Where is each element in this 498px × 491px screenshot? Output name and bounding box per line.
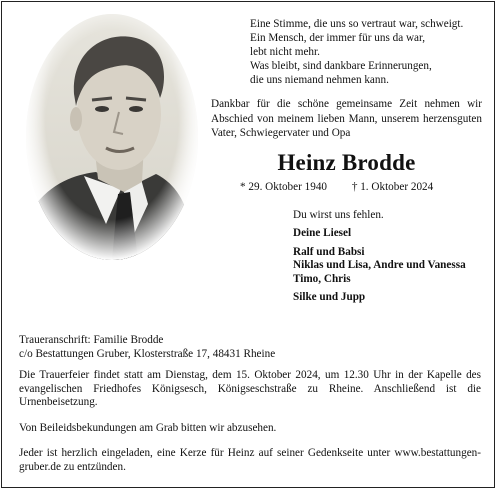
poem xyxy=(250,17,490,87)
poem-line: Ein Mensch, der immer für uns da war, xyxy=(250,32,426,44)
poem-line: Eine Stimme, die uns so vertraut war, schweigt. xyxy=(250,18,464,30)
mourner-line: Niklas und Lisa, Andre und Vanessa xyxy=(293,259,466,271)
poem-line: die uns niemand nehmen kann. xyxy=(250,74,389,86)
candle-text: Jeder ist herzlich eingeladen, eine Kerze für Heinz auf seiner Gedenkseite unter www.bestattungen-gruber.de zu entzünden. xyxy=(19,447,481,473)
birth-date: * 29. Oktober 1940 xyxy=(240,181,328,193)
mourner-group xyxy=(293,291,488,305)
poem-line: lebt nicht mehr. xyxy=(250,46,320,58)
ceremony-text: Die Trauerfeier findet statt am Dienstag, dem 15. Oktober 2024, um 12.30 Uhr in der Kapelle des evangelischen Friedhofes Königsesch, Königseschstraße zu Rheine. Anschließend ist die Urnenbeisetzung. xyxy=(19,369,481,408)
mourner-line: Deine Liesel xyxy=(293,227,352,239)
death-date: † 1. Oktober 2024 xyxy=(351,181,434,193)
mourning-address xyxy=(19,334,275,361)
deceased-name: Heinz Brodde xyxy=(277,150,416,175)
portrait-photo xyxy=(26,14,198,260)
life-dates xyxy=(240,181,455,193)
thanks-text: Dankbar für die schöne gemeinsame Zeit nehmen wir Abschied von meinem lieben Mann, unserem herzensguten Vater, Schwiegervater und Opa xyxy=(211,98,482,139)
address-line: Traueranschrift: Familie Brodde xyxy=(19,334,164,346)
mourner-group xyxy=(293,246,488,287)
mourners-list xyxy=(293,227,488,310)
mourner-line: Ralf und Babsi xyxy=(293,245,365,258)
condolence-text: Von Beileidsbekundungen am Grab bitten wir abzusehen. xyxy=(19,422,277,434)
mourner-line: Timo, Chris xyxy=(293,272,351,285)
address-line: c/o Bestattungen Gruber, Klosterstraße 17, 48431 Rheine xyxy=(19,347,276,360)
mourner-group xyxy=(293,227,488,241)
miss-text: Du wirst uns fehlen. xyxy=(293,209,384,221)
poem-line: Was bleibt, sind dankbare Erinnerungen, xyxy=(250,60,432,72)
mourner-line: Silke und Jupp xyxy=(293,291,366,303)
